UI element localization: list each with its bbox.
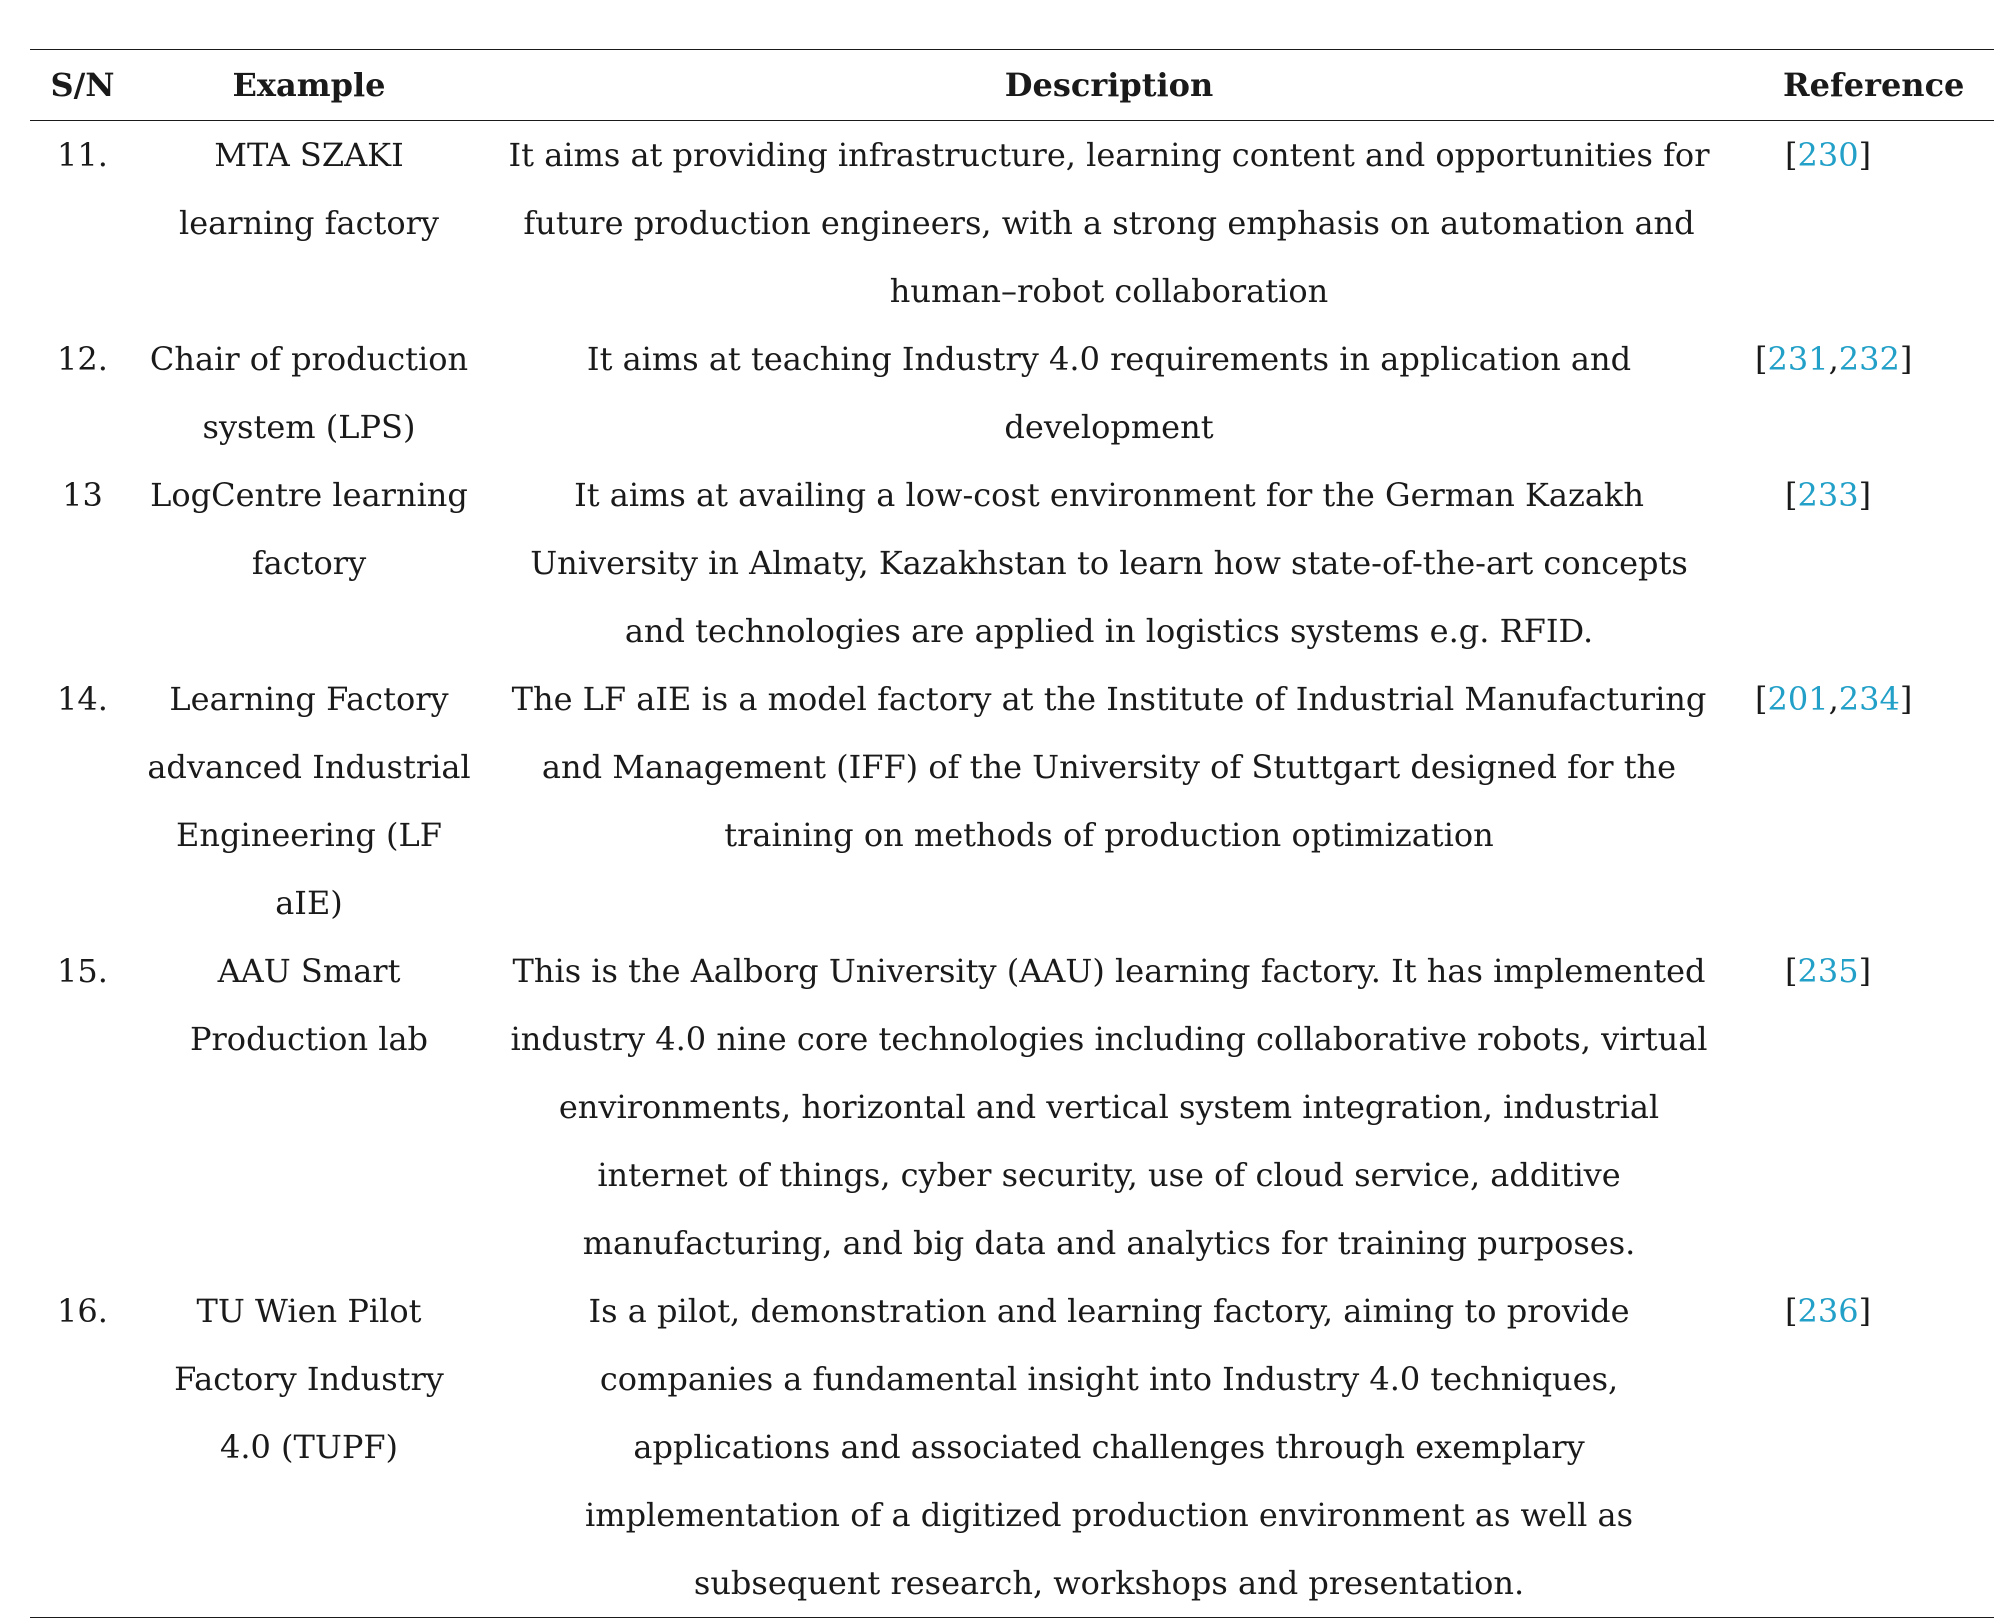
citation-link[interactable]: 232 [1838, 340, 1900, 378]
citation-link[interactable]: 234 [1838, 680, 1900, 718]
table-row [30, 325, 1994, 461]
row-example: Chair of production system (LPS) [149, 340, 469, 446]
row-example: Learning Factory advanced Industrial Engineering (LF aIE) [147, 680, 471, 922]
row-description: It aims at teaching Industry 4.0 requirements in application and development [586, 340, 1632, 446]
row-reference: [231,232] [1755, 340, 1913, 378]
learning-factories-table [30, 49, 1994, 1618]
table-row [30, 121, 1994, 326]
header-description: Description [1004, 66, 1214, 104]
table-row [30, 937, 1994, 1277]
row-description: It aims at providing infrastructure, learning content and opportunities for future production engineers, with a strong emphasis on automation and human–robot collaboration [508, 136, 1710, 310]
row-reference: [230] [1785, 136, 1872, 174]
row-description: It aims at availing a low-cost environment for the German Kazakh University in Almaty, Kazakhstan to learn how state-of-the-art concepts and technologies are applied in logistics systems e.g. RFID. [530, 476, 1688, 650]
citation-link[interactable]: 236 [1797, 1292, 1859, 1330]
row-description: Is a pilot, demonstration and learning factory, aiming to provide companies a fundamental insight into Industry 4.0 techniques, applications and associated challenges through exemplary implementation of a digitized production environment as well as subsequent research, workshops and presentation. [584, 1292, 1633, 1602]
citation-link[interactable]: 235 [1797, 952, 1859, 990]
header-sn: S/N [50, 66, 115, 104]
citation-link[interactable]: 233 [1797, 476, 1859, 514]
table-row [30, 461, 1994, 665]
row-example: MTA SZAKI learning factory [179, 136, 439, 242]
row-sn: 15. [57, 952, 108, 990]
row-example: TU Wien Pilot Factory Industry 4.0 (TUPF) [174, 1292, 444, 1466]
row-sn: 14. [57, 680, 108, 718]
row-reference: [236] [1785, 1292, 1872, 1330]
citation-link[interactable]: 230 [1797, 136, 1859, 174]
table-header [30, 50, 1994, 121]
header-row [30, 50, 1994, 121]
header-example: Example [232, 66, 386, 104]
citation-link[interactable]: 231 [1767, 340, 1829, 378]
row-sn: 12. [57, 340, 108, 378]
row-description: This is the Aalborg University (AAU) learning factory. It has implemented industry 4.0 nine core technologies including collaborative robots, virtual environments, horizontal and vertical system integration, industrial internet of things, cyber security, use of cloud service, additive manufacturing, and big data and analytics for training purposes. [510, 952, 1708, 1262]
table-row [30, 1277, 1994, 1618]
row-reference: [235] [1785, 952, 1872, 990]
row-reference: [201,234] [1755, 680, 1913, 718]
row-sn: 11. [57, 136, 108, 174]
row-description: The LF aIE is a model factory at the Institute of Industrial Manufacturing and Management (IFF) of the University of Stuttgart designed for the training on methods of production optimization [511, 680, 1707, 854]
row-sn: 16. [57, 1292, 108, 1330]
row-reference: [233] [1785, 476, 1872, 514]
table-row [30, 665, 1994, 937]
row-example: AAU Smart Production lab [189, 952, 429, 1058]
table-body [30, 121, 1994, 1618]
header-reference: Reference [1783, 66, 1965, 104]
row-example: LogCentre learning factory [150, 476, 468, 582]
row-sn: 13 [62, 476, 103, 514]
citation-link[interactable]: 201 [1767, 680, 1829, 718]
